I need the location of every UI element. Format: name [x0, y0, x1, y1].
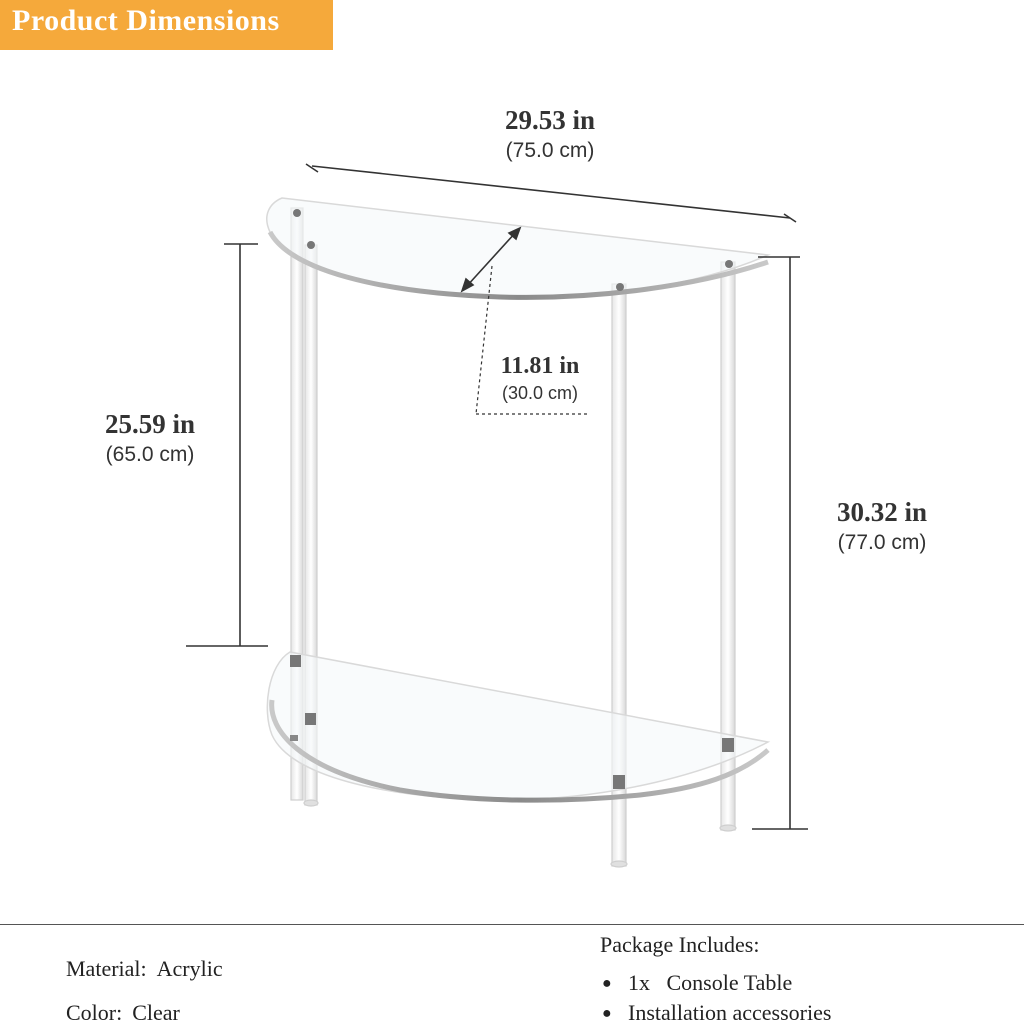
depth-inches: 11.81 in — [500, 353, 580, 379]
width-label — [470, 104, 630, 166]
depth-cm: (30.0 cm) — [501, 383, 579, 403]
width-inches: 29.53 in — [504, 105, 596, 135]
width-cm: (75.0 cm) — [505, 139, 595, 162]
shelf-height-label — [80, 408, 220, 470]
spec-material — [66, 956, 223, 982]
shelf-height-inches: 25.59 in — [104, 409, 196, 439]
bullet-icon: ● — [602, 1005, 612, 1022]
top-shelf — [267, 198, 768, 297]
package-item — [602, 1000, 831, 1026]
bullet-icon: ● — [602, 975, 612, 992]
spec-material-key: Material: — [66, 956, 147, 981]
total-height-inches: 30.32 in — [836, 497, 928, 527]
spec-material-value: Acrylic — [156, 956, 223, 981]
package-title: Package Includes: — [600, 932, 760, 957]
banner-title: Product Dimensions — [12, 4, 280, 37]
spec-color-key: Color: — [66, 1000, 123, 1025]
package-item — [602, 970, 792, 996]
shelf-height-cm: (65.0 cm) — [105, 443, 195, 466]
spec-color-value: Clear — [132, 1000, 180, 1025]
package-item-text: Installation accessories — [628, 1000, 832, 1025]
depth-label — [470, 352, 610, 406]
bottom-shelf — [267, 652, 768, 800]
package-item-text: 1x Console Table — [628, 970, 793, 995]
total-height-cm: (77.0 cm) — [837, 531, 927, 554]
section-divider — [0, 924, 1024, 925]
spec-color — [66, 1000, 180, 1026]
total-height-label — [812, 496, 952, 558]
